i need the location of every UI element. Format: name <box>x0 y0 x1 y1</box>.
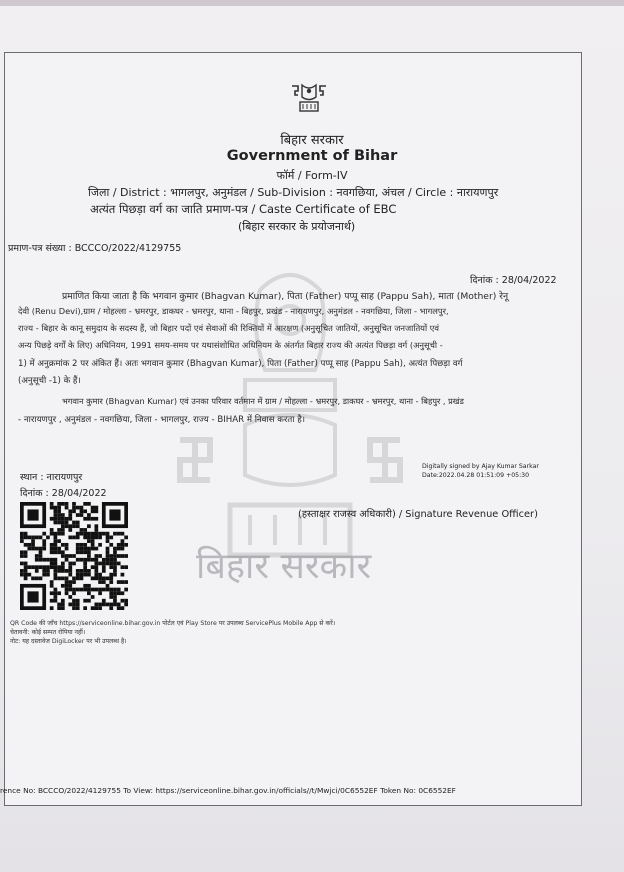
certificate-number: प्रमाण-पत्र संख्या : BCCCO/2022/4129755 <box>8 243 182 254</box>
certificate-title: अत्यंत पिछड़ा वर्ग का जाति प्रमाण-पत्र / Caste Certificate of EBC <box>90 202 397 216</box>
para1-line-2: देवी (Renu Devi),ग्राम / मोहल्ला - भ्रमरपुर, डाकघर - भ्रमरपुर, थाना - बिहपुर, प्रखंड - नारायणपुर, अनुमंडल - नवगछिया, जिला - भागलपुर, <box>18 306 449 316</box>
para2-line-2: - नारायणपुर , अनुमंडल - नवगछिया, जिला - भागलपुर, राज्य - BIHAR में निवास करता है। <box>18 415 306 425</box>
place-date: दिनांक : 28/04/2022 <box>20 488 107 499</box>
para2-line-1: भगवान कुमार (Bhagvan Kumar) एवं उनका परिवार वर्तमान में ग्राम / मोहल्ला - भ्रमरपुर, डाकघर - भ्रमरपुर, थाना - बिहपुर , प्रखंड <box>62 396 464 406</box>
digital-signature-name: Digitally signed by Ajay Kumar Sarkar <box>422 463 539 470</box>
note-warning: चेतावनी: कोई सम्पत रोपिया नहीं। <box>10 629 86 636</box>
para1-line-3: राज्य - बिहार के कानू समुदाय के सदस्य हैं, जो बिहार पदों एवं सेवाओं की रिक्तियों में आरक्षण (अनुसूचित जातियों, अनुसूचित जनजातियों एवं <box>18 323 439 333</box>
para1-line-1: प्रमाणित किया जाता है कि भगवान कुमार (Bhagvan Kumar), पिता (Father) पप्पू साह (Pappu Sah), माता (Mother) रेनू <box>62 291 509 302</box>
note-qr-check: QR Code की जाँच https://serviceonline.bihar.gov.in पोर्टल एवं Play Store पर उपलब्ध ServicePlus Mobile App से करें। <box>10 620 336 627</box>
para1-line-5: 1) में अनुक्रमांक 2 पर अंकित हैं। अतः भगवान कुमार (Bhagvan Kumar), पिता (Father) पप्पू साह (Pappu Sah), अत्यंत पिछड़ा वर्ग <box>18 359 463 369</box>
digital-signature-date: Date:2022.04.28 01:51:09 +05:30 <box>422 472 530 479</box>
para1-line-6: (अनुसूची -1) के हैं। <box>18 376 81 386</box>
certificate-date: दिनांक : 28/04/2022 <box>470 275 557 286</box>
qr-code-icon <box>18 502 130 610</box>
certificate-purpose: (बिहार सरकार के प्रयोजनार्थ) <box>238 220 356 233</box>
location-line: जिला / District : भागलपुर, अनुमंडल / Sub-Division : नवगछिया, अंचल / Circle : नारायणपुर <box>88 186 499 199</box>
watermark-text: बिहार सरकार <box>196 546 372 587</box>
bihar-emblem-icon <box>288 82 330 116</box>
title-hindi: बिहार सरकार <box>280 133 344 148</box>
signature-officer: (हस्ताक्षर राजस्व अधिकारी) / Signature Revenue Officer) <box>298 509 538 520</box>
paper-fold <box>0 0 624 6</box>
title-english: Government of Bihar <box>226 148 398 164</box>
form-number: फॉर्म / Form-IV <box>276 169 348 182</box>
para1-line-4: अन्य पिछड़े वर्गों के लिए) अधिनियम, 1991 समय-समय पर यथासंशोधित अधिनियम के अंतर्गत बिहार राज्य की अत्यंत पिछड़ा वर्ग (अनुसूची - <box>18 340 443 350</box>
footer-reference: rence No: BCCCO/2022/4129755 To View: https://serviceonline.bihar.gov.in/officials//t/Mwjci/0C6552EF Token No: 0C6552EF <box>0 786 456 795</box>
place-label: स्थान : नारायणपुर <box>20 472 83 483</box>
note-digilocker: नोट: यह दस्तावेज DigiLocker पर भी उपलब्ध है। <box>10 638 127 645</box>
